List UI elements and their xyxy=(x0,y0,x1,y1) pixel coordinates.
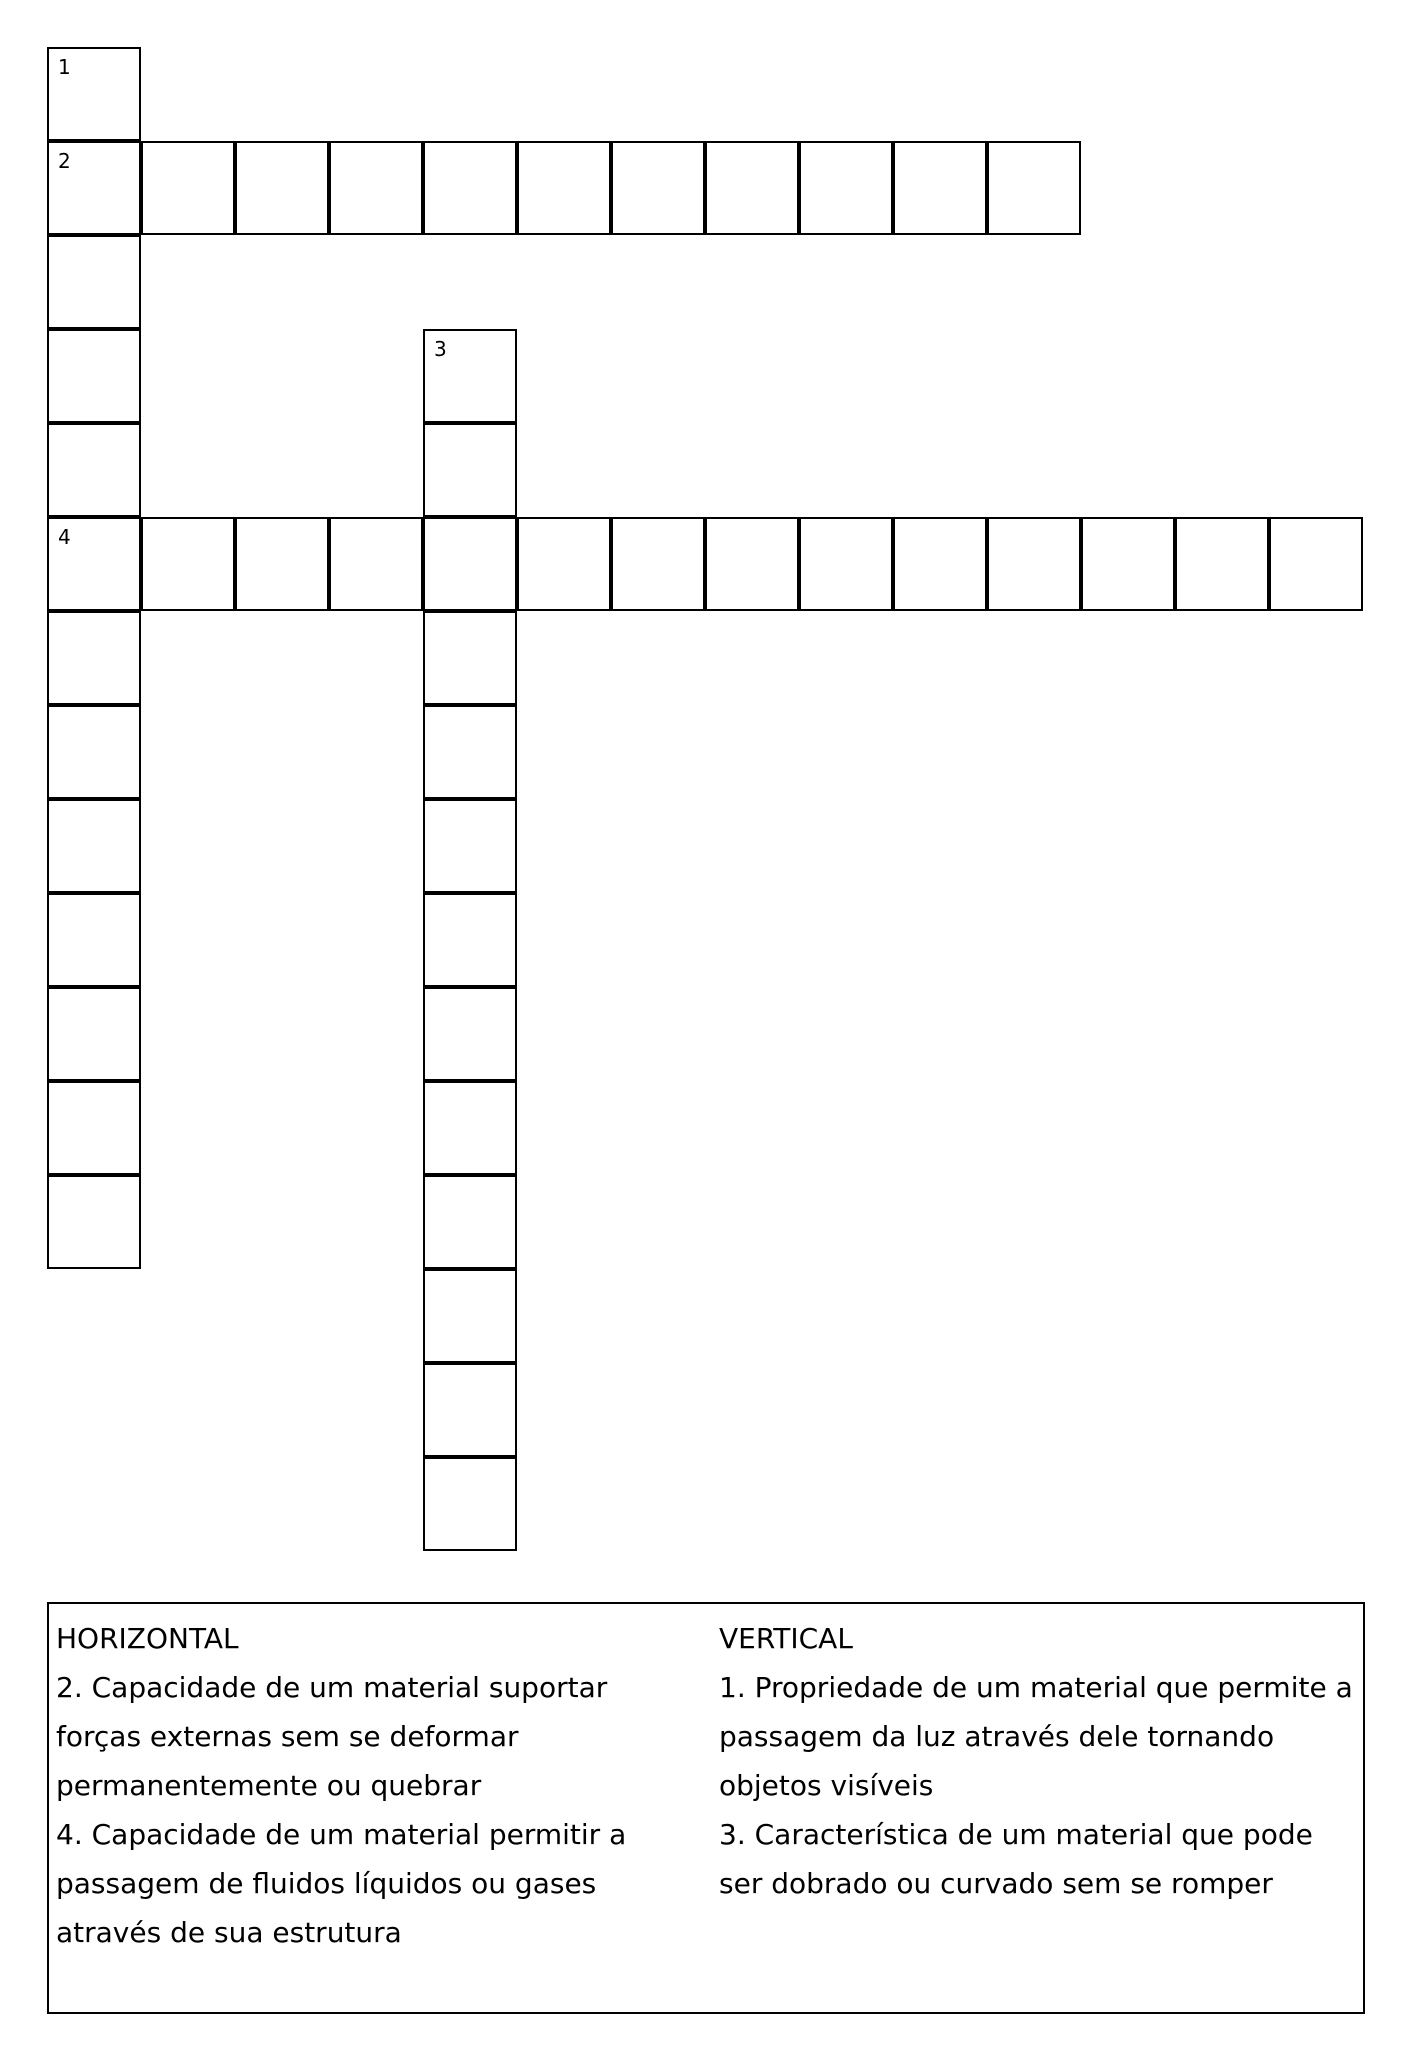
grid-cell[interactable] xyxy=(47,705,141,799)
clue-1-down: 1. Propriedade de um material que permite a passagem da luz através dele tornando objetos visíveis xyxy=(719,1671,1353,1802)
grid-cell[interactable] xyxy=(705,517,799,611)
clue-4-across: 4. Capacidade de um material permitir a passagem de fluidos líquidos ou gases através de sua estrutura xyxy=(56,1818,627,1949)
clue-number: 2 xyxy=(58,149,71,173)
vertical-clues xyxy=(719,1614,1359,1908)
grid-cell[interactable] xyxy=(611,517,705,611)
grid-cell[interactable] xyxy=(47,423,141,517)
clue-number: 1 xyxy=(58,55,71,79)
grid-cell[interactable] xyxy=(423,611,517,705)
grid-cell[interactable] xyxy=(47,1081,141,1175)
grid-cell[interactable] xyxy=(893,141,987,235)
grid-cell[interactable] xyxy=(47,47,141,141)
grid-cell[interactable] xyxy=(235,141,329,235)
grid-cell[interactable] xyxy=(423,1457,517,1551)
clues-box xyxy=(47,1602,1365,2014)
horizontal-heading: HORIZONTAL xyxy=(56,1622,239,1655)
grid-cell[interactable] xyxy=(1175,517,1269,611)
grid-cell[interactable] xyxy=(423,987,517,1081)
grid-cell[interactable] xyxy=(423,141,517,235)
grid-cell[interactable] xyxy=(141,517,235,611)
grid-cell[interactable] xyxy=(987,517,1081,611)
grid-cell[interactable] xyxy=(423,517,517,611)
grid-cell[interactable] xyxy=(799,141,893,235)
grid-cell[interactable] xyxy=(329,141,423,235)
grid-cell[interactable] xyxy=(47,517,141,611)
clue-3-down: 3. Característica de um material que pode ser dobrado ou curvado sem se romper xyxy=(719,1818,1313,1900)
grid-cell[interactable] xyxy=(423,1363,517,1457)
grid-cell[interactable] xyxy=(47,611,141,705)
grid-cell[interactable] xyxy=(47,329,141,423)
grid-cell[interactable] xyxy=(47,141,141,235)
grid-cell[interactable] xyxy=(423,1269,517,1363)
grid-cell[interactable] xyxy=(611,141,705,235)
grid-cell[interactable] xyxy=(893,517,987,611)
clue-number: 4 xyxy=(58,525,71,549)
grid-cell[interactable] xyxy=(47,799,141,893)
grid-cell[interactable] xyxy=(705,141,799,235)
grid-cell[interactable] xyxy=(423,705,517,799)
grid-cell[interactable] xyxy=(47,235,141,329)
grid-cell[interactable] xyxy=(423,1081,517,1175)
vertical-heading: VERTICAL xyxy=(719,1622,853,1655)
grid-cell[interactable] xyxy=(47,1175,141,1269)
grid-cell[interactable] xyxy=(1081,517,1175,611)
grid-cell[interactable] xyxy=(423,329,517,423)
grid-cell[interactable] xyxy=(329,517,423,611)
grid-cell[interactable] xyxy=(423,799,517,893)
horizontal-clues xyxy=(56,1614,696,1957)
grid-cell[interactable] xyxy=(47,893,141,987)
grid-cell[interactable] xyxy=(799,517,893,611)
clue-number: 3 xyxy=(434,337,447,361)
grid-cell[interactable] xyxy=(423,893,517,987)
grid-cell[interactable] xyxy=(141,141,235,235)
grid-cell[interactable] xyxy=(423,1175,517,1269)
grid-cell[interactable] xyxy=(47,987,141,1081)
grid-cell[interactable] xyxy=(1269,517,1363,611)
clue-2-across: 2. Capacidade de um material suportar forças externas sem se deformar permanentemente ou quebrar xyxy=(56,1671,608,1802)
grid-cell[interactable] xyxy=(517,141,611,235)
grid-cell[interactable] xyxy=(423,423,517,517)
grid-cell[interactable] xyxy=(517,517,611,611)
grid-cell[interactable] xyxy=(987,141,1081,235)
grid-cell[interactable] xyxy=(235,517,329,611)
